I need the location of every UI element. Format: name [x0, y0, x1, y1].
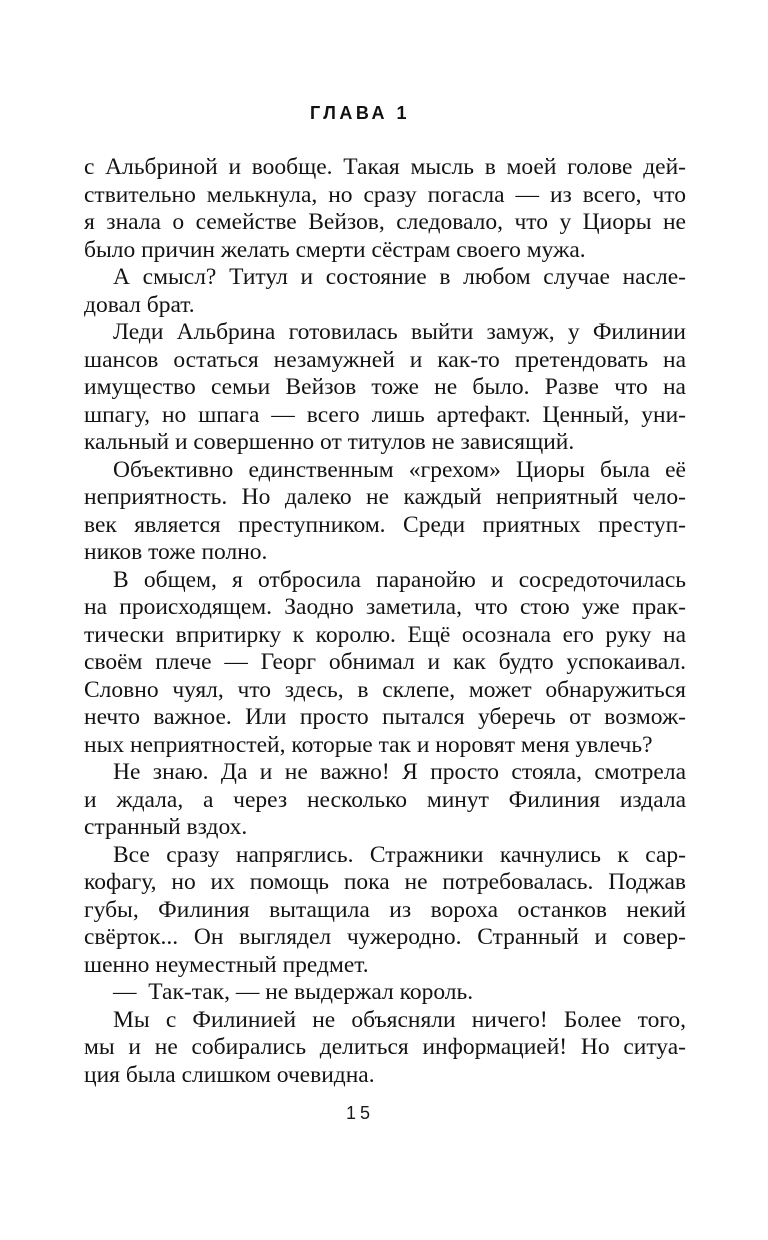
text-line: Леди Альбрина готовилась выйти замуж, у Филинии [113, 319, 686, 345]
text-line: на происходящем. Заодно заметила, что стою уже прак- [84, 594, 686, 620]
text-line: век является преступником. Среди приятных преступ- [84, 511, 686, 538]
text-line: ция была слишком очевидна. [84, 1061, 375, 1088]
text-line: нечто важное. Или просто пытался уберечь от возмож- [84, 704, 686, 730]
text-line: с Альбриной и вообще. Такая мысль в моей голове дей- [84, 154, 686, 180]
text-line: — Так-так, — не выдержал король. [113, 979, 474, 1005]
text-line: странный вздох. [84, 814, 248, 840]
text-line: свёрток... Он выглядел чужеродно. Странный и совер- [84, 924, 686, 950]
text-line: мы и не собирались делиться информацией! Но ситуа- [84, 1034, 686, 1060]
text-line: Все сразу напряглись. Стражники качнулись к сар- [113, 841, 686, 868]
text-line: довал брат. [84, 291, 195, 318]
page-number: 15 [345, 1103, 375, 1123]
text-line: А смысл? Титул и состояние в любом случае насле- [113, 264, 686, 290]
text-line: Словно чуял, что здесь, в склепе, может обнаружиться [84, 676, 686, 703]
text-line: кофагу, но их помощь пока не потребовалась. Поджав [84, 869, 686, 895]
text-line: В общем, я отбросила паранойю и сосредоточилась [113, 566, 686, 593]
text-line: имущество семьи Вейзов тоже не было. Разве что на [84, 374, 686, 400]
text-line: ствительно мелькнула, но сразу погасла — из всего, что [84, 181, 686, 208]
text-line: кальный и совершенно от титулов не зависящий. [84, 429, 575, 455]
text-line: тически впритирку к королю. Ещё осознала его руку на [84, 621, 686, 648]
text-line: Не знаю. Да и не важно! Я просто стояла, смотрела [113, 759, 686, 785]
text-line: ников тоже полно. [84, 539, 268, 565]
chapter-heading: ГЛАВА 1 [310, 103, 410, 123]
text-line: неприятность. Но далеко не каждый неприятный чело- [84, 484, 686, 510]
text-line: было причин желать смерти сёстрам своего мужа. [84, 236, 586, 263]
text-line: шенно неуместный предмет. [84, 951, 369, 978]
text-line: своём плече — Георг обнимал и как будто успокаивал. [84, 649, 686, 675]
text-line: шансов остаться незамужней и как-то претендовать на [84, 346, 686, 373]
text-line: губы, Филиния вытащила из вороха останков некий [84, 896, 686, 923]
text-line: я знала о семействе Вейзов, следовало, что у Циоры не [84, 209, 686, 235]
body-text [84, 154, 686, 1089]
text-line: ных неприятностей, которые так и норовят меня увлечь? [84, 731, 653, 758]
text-line: Объективно единственным «грехом» Циоры была её [113, 456, 686, 483]
text-line: Мы с Филинией не объясняли ничего! Более того, [113, 1006, 686, 1033]
text-line: шпагу, но шпага — всего лишь артефакт. Ценный, уни- [84, 401, 686, 428]
text-line: и ждала, а через несколько минут Филиния издала [84, 786, 686, 813]
